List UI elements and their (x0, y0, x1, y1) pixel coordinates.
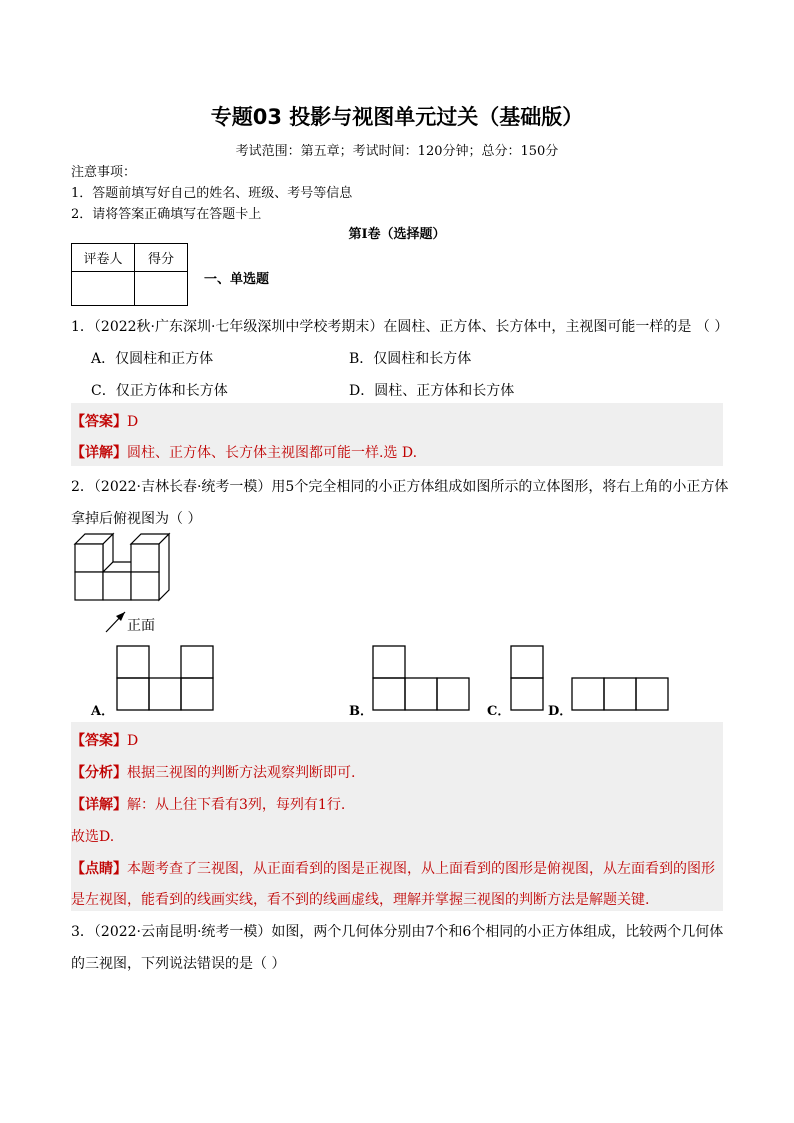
q2-stem-line2: 拿掉后俯视图为（ ） (71, 511, 202, 527)
answer-tag: 【答案】 (71, 733, 127, 749)
q2-option-b-label: B． (349, 704, 373, 719)
q1-stem: 1．（2022秋·广东深圳·七年级深圳中学校考期末）在圆柱、正方体、长方体中，主视图可能一样的是 （ ） (71, 319, 729, 335)
detail-tag: 【详解】 (71, 797, 127, 813)
q2-stem-line1: 2．（2022·吉林长春·统考一模）用5个完全相同的小正方体组成如图所示的立体图形，将右上角的小正方体 (71, 479, 729, 495)
analysis-text: 根据三视图的判断方法观察判断即可. (127, 765, 356, 781)
exam-info: 考试范围：第五章；考试时间：120分钟；总分：150分 (235, 144, 559, 159)
q2-analysis (71, 762, 355, 782)
q2-option-c-figure (510, 645, 544, 711)
q2-comment-line1 (71, 858, 715, 878)
volume-heading: 第I卷（选择题） (348, 227, 446, 242)
q2-option-c-label: C． (487, 704, 511, 719)
q2-comment-line2: 是左视图，能看到的线画实线，看不到的线画虚线，理解并掌握三视图的判断方法是解题关键. (71, 892, 650, 908)
comment-tag: 【点睛】 (71, 861, 127, 877)
answer-value: D (127, 414, 139, 430)
notice-title: 注意事项： (71, 165, 137, 180)
page-title: 专题03 投影与视图单元过关（基础版） (210, 105, 584, 129)
q1-option-d: D．圆柱、正方体和长方体 (349, 383, 515, 399)
q2-option-a-label: A． (91, 704, 115, 719)
q1-option-b: B．仅圆柱和长方体 (349, 351, 472, 367)
q2-solid-figure (70, 532, 180, 638)
detail-text: 解：从上往下看有3列，每列有1行. (127, 797, 346, 813)
q2-answer (71, 730, 138, 750)
score-cell[interactable] (135, 272, 188, 306)
q2-option-d-figure (571, 677, 669, 711)
score-table (71, 243, 188, 306)
detail-tag: 【详解】 (71, 445, 127, 461)
q1-option-a: A．仅圆柱和正方体 (91, 351, 214, 367)
grader-cell[interactable] (72, 272, 135, 306)
q2-option-d-label: D． (548, 704, 573, 719)
q1-detail (71, 442, 417, 462)
q2-conclusion: 故选D. (71, 829, 115, 845)
q2-option-a-figure (116, 645, 214, 711)
q2-option-b-figure (372, 645, 470, 711)
grader-header: 评卷人 (72, 244, 135, 272)
q1-option-c: C．仅正方体和长方体 (91, 383, 228, 399)
q2-detail (71, 794, 345, 814)
notice-item-1: 1．答题前填写好自己的姓名、班级、考号等信息 (71, 186, 353, 201)
answer-value: D (127, 733, 139, 749)
notice-item-2: 2．请将答案正确填写在答题卡上 (71, 207, 262, 222)
section-heading: 一、单选题 (204, 272, 270, 287)
q3-stem-line2: 的三视图，下列说法错误的是（ ） (71, 956, 286, 972)
comment-text: 本题考查了三视图，从正面看到的图是正视图，从上面看到的图形是俯视图，从左面看到的图形 (127, 861, 715, 877)
score-header: 得分 (135, 244, 188, 272)
front-label: 正面 (127, 618, 155, 634)
q3-stem-line1: 3．（2022·云南昆明·统考一模）如图，两个几何体分别由7个和6个相同的小正方体组成，比较两个几何体 (71, 924, 724, 940)
q1-answer (71, 411, 138, 431)
q2-answer-block (71, 722, 723, 911)
answer-tag: 【答案】 (71, 414, 127, 430)
analysis-tag: 【分析】 (71, 765, 127, 781)
detail-text: 圆柱、正方体、长方体主视图都可能一样.选 D. (127, 445, 418, 461)
